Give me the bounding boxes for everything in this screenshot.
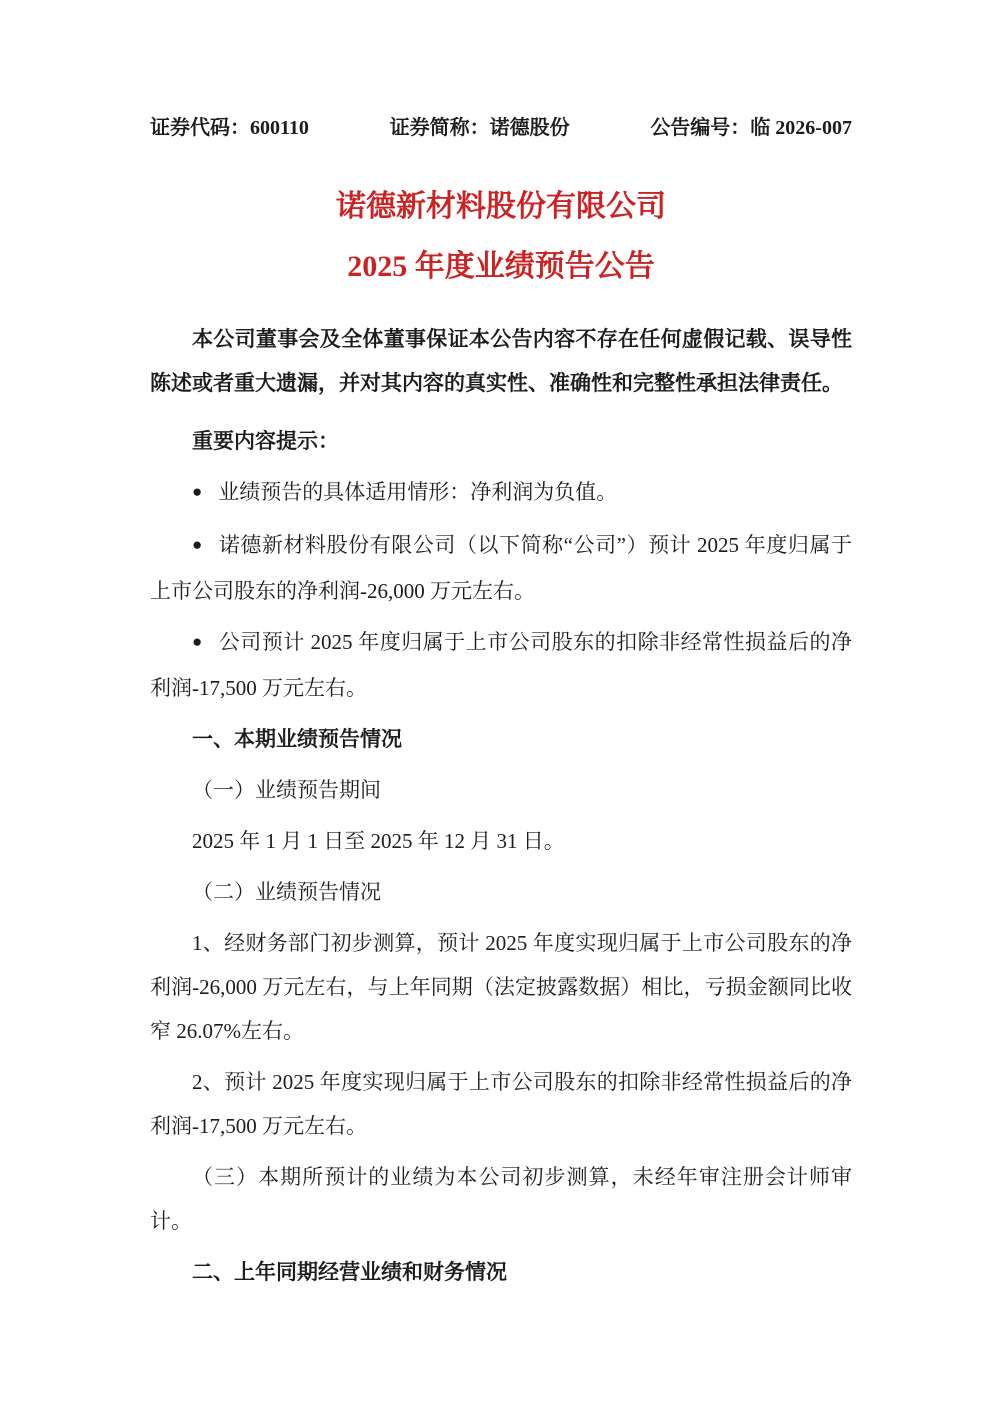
board-statement: 本公司董事会及全体董事保证本公告内容不存在任何虚假记载、误导性陈述或者重大遗漏，并对其内容的真实性、准确性和完整性承担法律责任。 (150, 327, 852, 395)
section1-sub1-heading: （一）业绩预告期间 (192, 778, 381, 802)
company-title: 诺德新材料股份有限公司 (336, 190, 666, 223)
bullet-icon: ● (192, 482, 203, 501)
announcement-number: 公告编号：临 2026-007 (650, 117, 852, 139)
important-notice-heading: 重要内容提示： (192, 429, 339, 453)
stock-code: 证券代码：600110 (150, 117, 309, 139)
document-header (150, 115, 852, 141)
bullet-icon: ● (192, 632, 203, 651)
section1-heading: 一、本期业绩预告情况 (192, 727, 402, 751)
notice-bullet-3-text: 公司预计 2025 年度归属于上市公司股东的扣除非经常性损益后的净利润-17,500 万元左右。 (150, 630, 852, 700)
forecast-period: 2025 年 1 月 1 日至 2025 年 12 月 31 日。 (192, 829, 565, 853)
notice-bullet-3 (150, 620, 852, 710)
notice-bullet-1-text: 业绩预告的具体适用情形：净利润为负值。 (218, 480, 618, 504)
stock-abbr: 证券简称：诺德股份 (389, 117, 570, 139)
forecast-item-2: 2、预计 2025 年度实现归属于上市公司股东的扣除非经常性损益后的净利润-17,500 万元左右。 (150, 1070, 852, 1138)
section1-sub3-text: （三）本期所预计的业绩为本公司初步测算，未经年审注册会计师审计。 (150, 1165, 852, 1233)
section2-heading: 二、上年同期经营业绩和财务情况 (192, 1260, 507, 1284)
notice-bullet-2-text: 诺德新材料股份有限公司（以下简称“公司”）预计 2025 年度归属于上市公司股东的净利润-26,000 万元左右。 (150, 533, 852, 603)
notice-bullet-1 (150, 470, 852, 516)
forecast-item-1: 1、经财务部门初步测算，预计 2025 年度实现归属于上市公司股东的净利润-26,000 万元左右，与上年同期（法定披露数据）相比，亏损金额同比收窄 26.07%左右。 (150, 931, 852, 1043)
notice-bullet-2 (150, 523, 852, 613)
section1-sub2-heading: （二）业绩预告情况 (192, 880, 381, 904)
announcement-title: 2025 年度业绩预告公告 (347, 250, 655, 283)
bullet-icon: ● (192, 535, 203, 554)
